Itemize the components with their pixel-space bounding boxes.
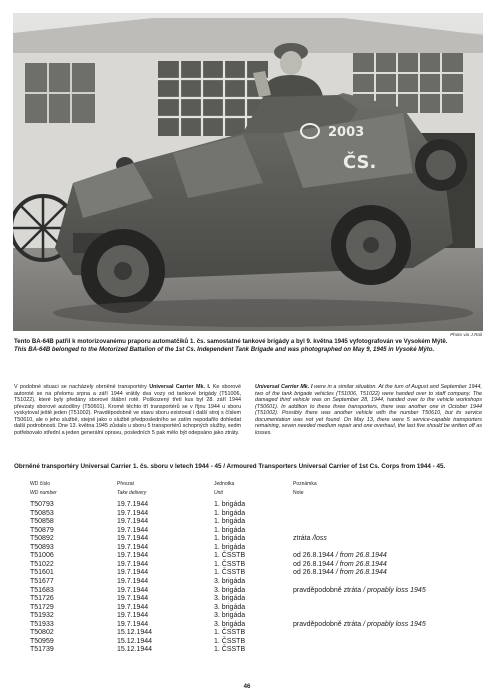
table-row	[30, 646, 470, 655]
cell-note	[293, 544, 470, 553]
table-row	[30, 621, 470, 630]
cell-wd-number: T51729	[30, 603, 54, 611]
cell-delivery-date: 15.12.1944	[117, 646, 153, 654]
czechoslovak-marking: ČS.	[343, 152, 377, 173]
cell-unit: 1. brigáda	[214, 535, 246, 543]
cell-note	[293, 612, 470, 621]
cell-wd-number: T50793	[30, 501, 54, 509]
cell-delivery-date: 19.7.1944	[117, 603, 149, 611]
header-delivery: Převzat	[117, 481, 134, 487]
table-row	[30, 561, 470, 570]
cell-note	[293, 569, 470, 578]
cell-wd-number: T50858	[30, 518, 54, 526]
cell-unit: 1. ČSSTB	[214, 646, 246, 654]
note-czech: od 26.8.1944	[293, 569, 336, 577]
table-row	[30, 510, 470, 519]
header-delivery-en: Take delivery	[117, 489, 147, 496]
cell-wd-number: T51932	[30, 612, 54, 620]
body-czech-text: Ke sborové autoroté se na přelomu srpna a září 1944 vrátily dva vozy od tankové brigády (T51006, T51022), které byly předány sborové štábní rotě. Poškozený třetí kus byl 28. září 1944 převzaty sborové autodílny (T50601). Kromě těchto tří transportérů se v říjnu 1944 u sboru vyskytoval ještě jeden (T51002). Pravděpodobně ve stavu sboru existoval i další stroj s číslem T50610, ale o jeho službě, stejně jako o službě předposledního se zatím nepodařilo dohledat další podrobnosti. Dne 13. května 1945 zůstalo u sboru 5 transportérů schopných služby, sedm potřebovalo střední a jeden generální opravu, posledních 5 pak mělo být odepsáno jako ztráty.	[14, 384, 241, 436]
table-row	[30, 612, 470, 621]
photo-illustration	[13, 13, 483, 331]
table-row	[30, 638, 470, 647]
cell-wd-number: T51683	[30, 586, 54, 594]
cell-unit: 3. brigáda	[214, 578, 246, 586]
table-title: Obrněné transportéry Universal Carrier 1. čs. sboru v letech 1944 - 45 / Armoured Transporters Universal Carrier of 1st Cs. Corps from 1944 - 45.	[14, 463, 446, 470]
cell-delivery-date: 19.7.1944	[117, 620, 149, 628]
table-row	[30, 595, 470, 604]
cell-unit: 1. ČSSTB	[214, 629, 246, 637]
table-body	[30, 501, 470, 655]
table-header-czech	[30, 480, 470, 489]
note-czech: pravděpodobně ztráta	[293, 586, 364, 594]
cell-note	[293, 501, 470, 510]
table-row	[30, 527, 470, 536]
cell-delivery-date: 15.12.1944	[117, 637, 153, 645]
table-row	[30, 544, 470, 553]
cell-unit: 1. ČSSTB	[214, 560, 246, 568]
cell-unit: 1. ČSSTB	[214, 569, 246, 577]
cell-note	[293, 638, 470, 647]
cell-wd-number: T50853	[30, 509, 54, 517]
cell-unit: 1. brigáda	[214, 501, 246, 509]
cell-delivery-date: 19.7.1944	[117, 501, 149, 509]
cell-note	[293, 510, 470, 519]
cell-unit: 3. brigáda	[214, 612, 246, 620]
cell-note	[293, 535, 470, 544]
cell-note	[293, 621, 470, 630]
cell-delivery-date: 19.7.1944	[117, 518, 149, 526]
cell-delivery-date: 19.7.1944	[117, 578, 149, 586]
caption-english: This BA-64B belonged to the Motorized Battalion of the 1st Cs. Independent Tank Brigade and was photographed on May 9, 1945 in Vysoké Mýto.	[14, 346, 435, 354]
note-english: / propably loss 1945	[363, 620, 426, 628]
cell-note	[293, 587, 470, 596]
cell-delivery-date: 19.7.1944	[117, 552, 149, 560]
table-row	[30, 587, 470, 596]
cell-note	[293, 604, 470, 613]
body-english-bold: Universal Carrier Mk. I	[255, 384, 313, 390]
cell-wd-number: T50892	[30, 535, 54, 543]
cell-note	[293, 518, 470, 527]
header-wd-number-en: WD number	[30, 489, 57, 496]
table-row	[30, 552, 470, 561]
cell-unit: 1. ČSSTB	[214, 552, 246, 560]
cell-unit: 1. brigáda	[214, 526, 246, 534]
cell-wd-number: T50959	[30, 637, 54, 645]
table-row	[30, 535, 470, 544]
cell-unit: 3. brigáda	[214, 586, 246, 594]
note-english: / from 26.8.1944	[335, 560, 387, 568]
note-czech: pravděpodobně ztráta	[293, 620, 364, 628]
cell-delivery-date: 19.7.1944	[117, 560, 149, 568]
cell-note	[293, 595, 470, 604]
note-english: / from 26.8.1944	[335, 552, 387, 560]
cell-unit: 3. brigáda	[214, 603, 246, 611]
table-row	[30, 518, 470, 527]
table-row	[30, 629, 470, 638]
photo-credit: Photo via J.Rail	[450, 332, 482, 337]
note-english: / from 26.8.1944	[335, 569, 387, 577]
cell-wd-number: T51022	[30, 560, 54, 568]
cell-wd-number: T51726	[30, 595, 54, 603]
turret-number-marking: 2003	[328, 125, 365, 140]
table-header-english	[30, 489, 470, 498]
cell-unit: 3. brigáda	[214, 595, 246, 603]
cell-delivery-date: 19.7.1944	[117, 612, 149, 620]
body-english-column	[255, 384, 482, 436]
cell-delivery-date: 19.7.1944	[117, 543, 149, 551]
cell-delivery-date: 19.7.1944	[117, 535, 149, 543]
cell-delivery-date: 19.7.1944	[117, 586, 149, 594]
body-english-text: were in a similar situation. At the turn of August and September 1944, two of the tank brigade vehicles (T51006, T51022) were handed over to staff company. The damaged third vehicle was on September 28, 1944, handed over to the vehicle workshops (T50601). In addition to these three transporters, there was another one in October 1944 (T51002). Possibly there was another vehicle with the number T50610, but its service documentation was not yet found. On May 13, there were 5 service-capable transporters remaining, seven needed medium repair and one overhaul, the last five should be written off as losses.	[255, 384, 482, 436]
cell-delivery-date: 15.12.1944	[117, 629, 153, 637]
table-row	[30, 569, 470, 578]
cell-wd-number: T51933	[30, 620, 54, 628]
page-number: 46	[243, 684, 251, 690]
cell-unit: 1. ČSSTB	[214, 637, 246, 645]
cell-delivery-date: 19.7.1944	[117, 509, 149, 517]
note-czech: od 26.8.1944	[293, 560, 336, 568]
cell-unit: 1. brigáda	[214, 543, 246, 551]
cell-unit: 1. brigáda	[214, 518, 246, 526]
note-czech: od 26.8.1944	[293, 552, 336, 560]
body-czech-bold: Universal Carrier Mk. I.	[149, 384, 211, 390]
article-body	[14, 384, 482, 436]
cell-note	[293, 629, 470, 638]
header-note: Poznámka	[293, 481, 317, 487]
cell-delivery-date: 19.7.1944	[117, 595, 149, 603]
cell-note	[293, 561, 470, 570]
cell-wd-number: T50893	[30, 543, 54, 551]
cell-unit: 1. brigáda	[214, 509, 246, 517]
cell-unit: 3. brigáda	[214, 620, 246, 628]
cell-note	[293, 646, 470, 655]
note-english: /loss	[312, 535, 327, 543]
carrier-table	[30, 480, 470, 655]
header-wd-number: WD číslo	[30, 481, 50, 487]
note-czech: ztráta	[293, 535, 313, 543]
armored-car-photo	[13, 13, 483, 331]
cell-note	[293, 552, 470, 561]
cell-delivery-date: 19.7.1944	[117, 526, 149, 534]
cell-wd-number: T50802	[30, 629, 54, 637]
table-row	[30, 578, 470, 587]
header-unit-en: Unit	[214, 489, 223, 496]
table-row	[30, 501, 470, 510]
cell-wd-number: T51006	[30, 552, 54, 560]
cell-wd-number: T50879	[30, 526, 54, 534]
cell-wd-number: T51677	[30, 578, 54, 586]
body-czech-column	[14, 384, 241, 436]
header-unit: Jednotka	[214, 481, 235, 487]
cell-wd-number: T51739	[30, 646, 54, 654]
cell-wd-number: T51601	[30, 569, 54, 577]
header-note-en: Note	[293, 489, 304, 496]
cell-note	[293, 527, 470, 536]
table-row	[30, 604, 470, 613]
cell-delivery-date: 19.7.1944	[117, 569, 149, 577]
note-english: / propably loss 1945	[363, 586, 426, 594]
body-czech-lead: V podobné situaci se nacházely obrněné transportéry	[14, 384, 150, 390]
cell-note	[293, 578, 470, 587]
caption-czech: Tento BA-64B patřil k motorizovanému praporu automatčíků 1. čs. samostatné tankové brigády a byl 9. května 1945 vyfotografován ve Vysokém Mýtě.	[14, 338, 448, 345]
photo-caption	[14, 338, 482, 354]
